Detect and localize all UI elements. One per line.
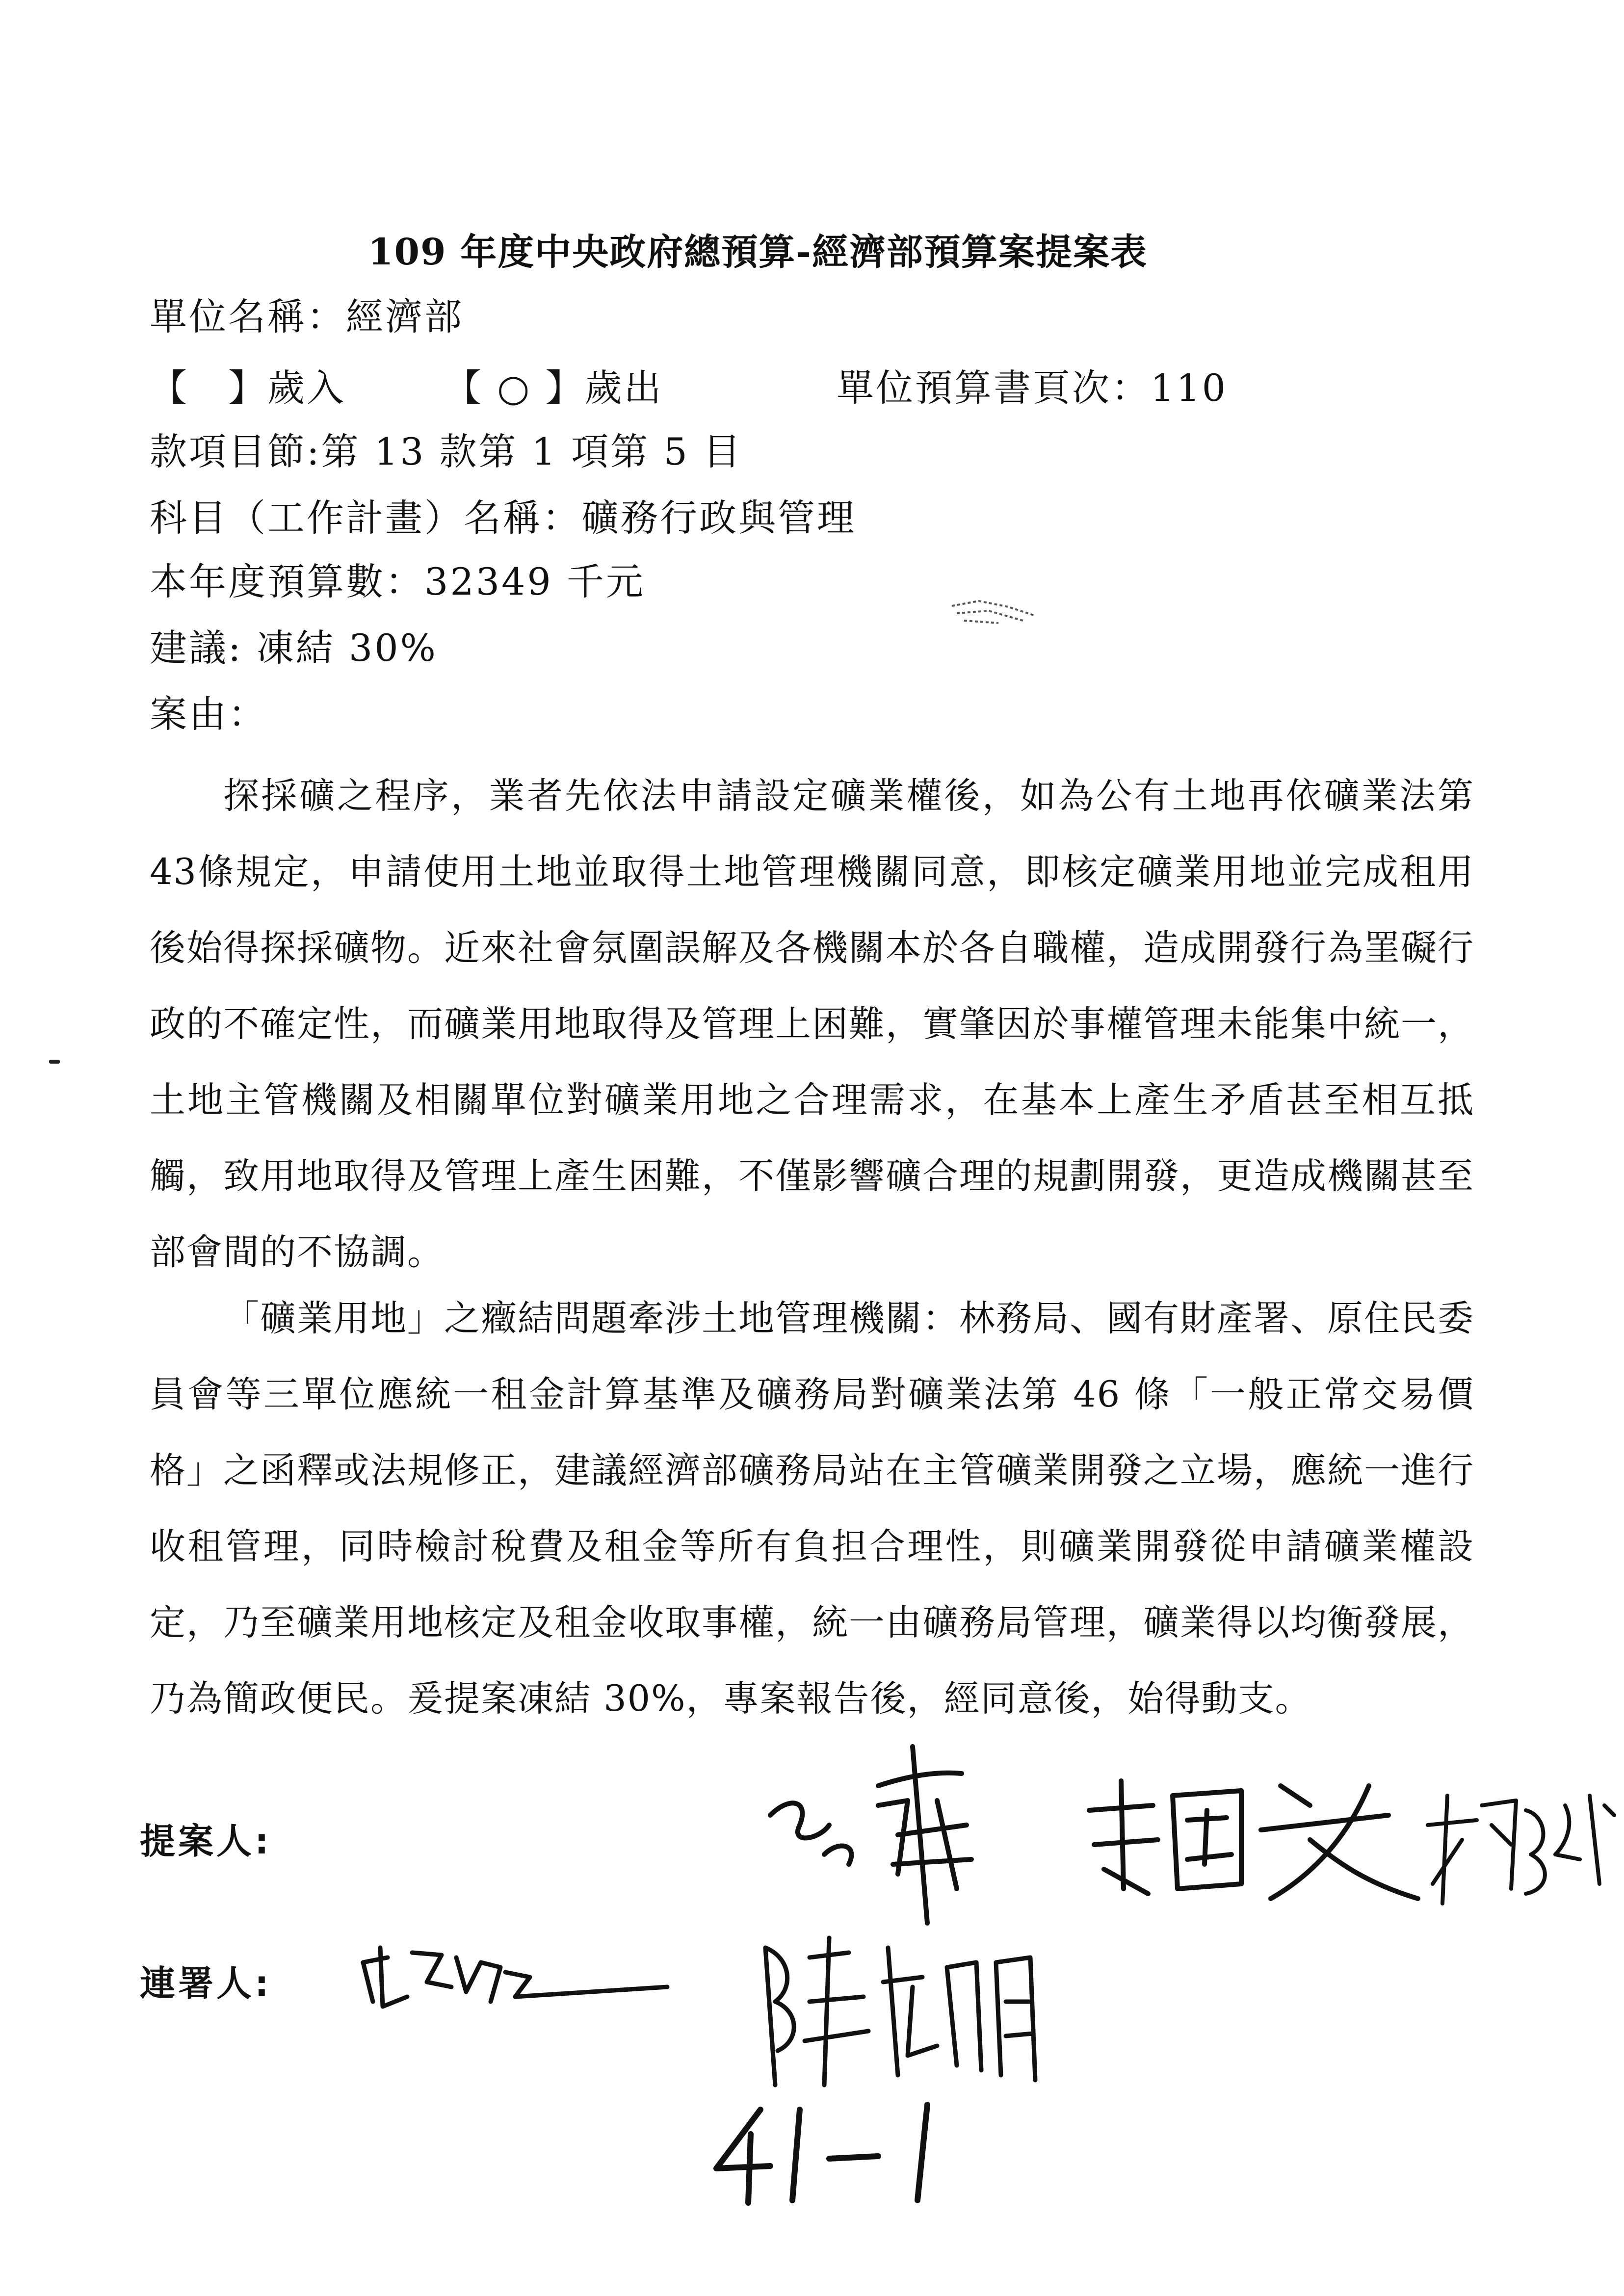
document-title: 109 年度中央政府總預算-經濟部預算案提案表	[368, 231, 1148, 273]
cosigner-signature-2	[751, 1928, 1065, 2095]
revenue-expense-row	[150, 358, 1327, 412]
unit-name: 單位名稱：經濟部	[150, 295, 464, 339]
revenue-checkbox-label: 【 】歲入	[150, 366, 346, 410]
reason-paragraph-2: 「礦業用地」之癥結問題牽涉土地管理機關：林務局、國有財產署、原住民委員會等三單位應統一租金計算基準及礦務局對礦業法第 46 條「一般正常交易價格」之函釋或法規修正，建議經濟部礦務局站在主管礦業開發之立場，應統一進行收租管理，同時檢討稅費及租金等所有負担合理性，則礦業開發從申請礦業權設定，乃至礦業用地核定及租金收取事權，統一由礦務局管理，礦業得以均衡發展，乃為簡政便民。爰提案凍結 30%，專案報告後，經同意後，始得動支。	[150, 1298, 1474, 1720]
cosigner-signature-3	[1074, 1766, 1438, 1908]
cosigner-label: 連署人:	[140, 1963, 272, 2004]
cosigner-signature-1	[353, 1933, 672, 2016]
margin-mark	[49, 1060, 60, 1064]
subject-name: 科目（工作計畫）名稱：礦務行政與管理	[150, 496, 856, 540]
handwritten-page-number	[702, 2095, 957, 2208]
expense-checkbox-label: 【 ○ 】歲出	[444, 366, 663, 410]
scan-smudge-icon	[949, 596, 1038, 630]
item-path: 款項目節:第 13 款第 1 項第 5 目	[150, 430, 742, 473]
budget-amount: 本年度預算數：32349 千元	[150, 560, 645, 603]
reason-paragraph-1: 探採礦之程序，業者先依法申請設定礦業權後，如為公有土地再依礦業法第43條規定，申請使用土地並取得土地管理機關同意，即核定礦業用地並完成租用後始得探採礦物。近來社會氛圍誤解及各機關本於各自職權，造成開發行為罣礙行政的不確定性，而礦業用地取得及管理上困難，實肇因於事權管理未能集中統一，土地主管機關及相關單位對礦業用地之合理需求，在基本上產生矛盾甚至相互抵觸，致用地取得及管理上產生困難，不僅影響礦合理的規劃開發，更造成機關甚至部會間的不協調。	[150, 775, 1474, 1273]
suggestion: 建議: 凍結 30%	[150, 626, 438, 670]
cosigner-signature-4	[1418, 1776, 1619, 1913]
reason-label: 案由：	[150, 692, 267, 736]
proposer-signature	[751, 1727, 1025, 1933]
budget-page-number: 單位預算書頁次：110	[837, 366, 1228, 410]
proposer-label: 提案人:	[140, 1821, 272, 1862]
